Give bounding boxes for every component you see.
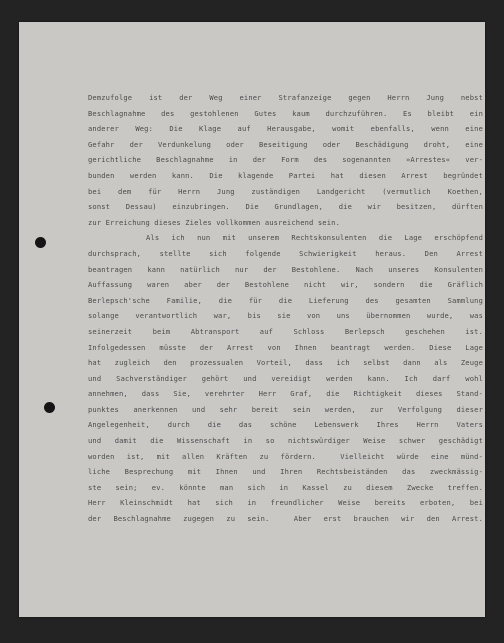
text-line: zur Erreichung dieses Zieles vollkommen ausreichend sein.	[88, 217, 340, 227]
text-line: der Beschlagnahme zugegen zu sein. Aber erst brauchen wir den Arrest.	[88, 514, 483, 524]
text-line: Berlepsch'sche Familie, die für die Lieferung des gesamten Sammlung	[88, 295, 483, 305]
punch-hole-top	[35, 237, 46, 248]
text-line: Demzufolge ist der Weg einer Strafanzeige gegen Herrn Jung nebst	[88, 93, 483, 102]
text-line: hat zugleich den prozessualen Vorteil, dass ich selbst dann als Zeuge	[88, 358, 483, 368]
text-line: anderer Weg: Die Klage auf Herausgabe, womit ebenfalls, wenn eine	[88, 124, 483, 134]
text-line: ste sein; ev. könnte man sich in Kassel zu diesem Zwecke treffen.	[88, 482, 483, 492]
text-line: und damit die Wissenschaft in so nichtswürdiger Weise schwer geschädigt	[88, 436, 483, 446]
text-line: Beschlagnahme des gestohlenen Gutes kaum durchzuführen. Es bleibt ein	[88, 108, 483, 118]
text-line: solange verantwortlich war, bis sie von uns übernommen wurde, was	[88, 311, 483, 321]
text-line: beantragen kann natürlich nur der Bestohlene. Nach unseres Konsulenten	[88, 264, 483, 274]
text-line: gerichtliche Beschlagnahme in der Form des sogenannten »Arrestes« ver-	[88, 155, 483, 165]
text-line: Gefahr der Verdunkelung oder Beseitigung oder Beschädigung droht, eine	[88, 139, 483, 149]
punch-hole-bottom	[44, 402, 55, 413]
text-line: und Sachverständiger gehört und vereidigt werden kann. Ich darf wohl	[88, 373, 483, 383]
text-line: Als ich nun mit unserem Rechtskonsulenten die Lage erschöpfend	[146, 233, 483, 243]
text-line: sonst Dessau) einzubringen. Die Grundlagen, die wir besitzen, dürften	[88, 202, 483, 212]
text-line: annehmen, dass Sie, verehrter Herr Graf, die Richtigkeit dieses Stand-	[88, 389, 483, 399]
text-line: Infolgedessen müsste der Arrest von Ihnen beantragt werden. Diese Lage	[88, 342, 483, 352]
text-line: bei dem für Herrn Jung zuständigen Landgericht (vermutlich Koethen,	[88, 186, 483, 196]
text-line: worden ist, mit allen Kräften zu fördern. Vielleicht würde eine münd-	[88, 451, 483, 461]
text-line: bunden werden kann. Die klagende Partei hat diesen Arrest begründet	[88, 170, 483, 180]
text-line: Angelegenheit, durch die das schöne Lebenswerk Ihres Herrn Vaters	[88, 420, 483, 430]
text-line: punktes anerkennen und sehr bereit sein werden, zur Verfolgung dieser	[88, 404, 483, 414]
letter-body	[88, 90, 483, 527]
text-line: durchsprach, stellte sich folgende Schwierigkeit heraus. Den Arrest	[88, 248, 483, 258]
text-line: Auffassung waren aber der Bestohlene nicht wir, sondern die Gräflich	[88, 280, 483, 290]
text-line: Herr Kleinschmidt hat sich in freundlicher Weise bereits erboten, bei	[88, 498, 483, 508]
text-line: seinerzeit beim Abtransport auf Schloss Berlepsch geschehen ist.	[88, 326, 483, 336]
text-line: liche Besprechung mit Ihnen und Ihren Rechtsbeiständen das zweckmässig-	[88, 467, 483, 477]
